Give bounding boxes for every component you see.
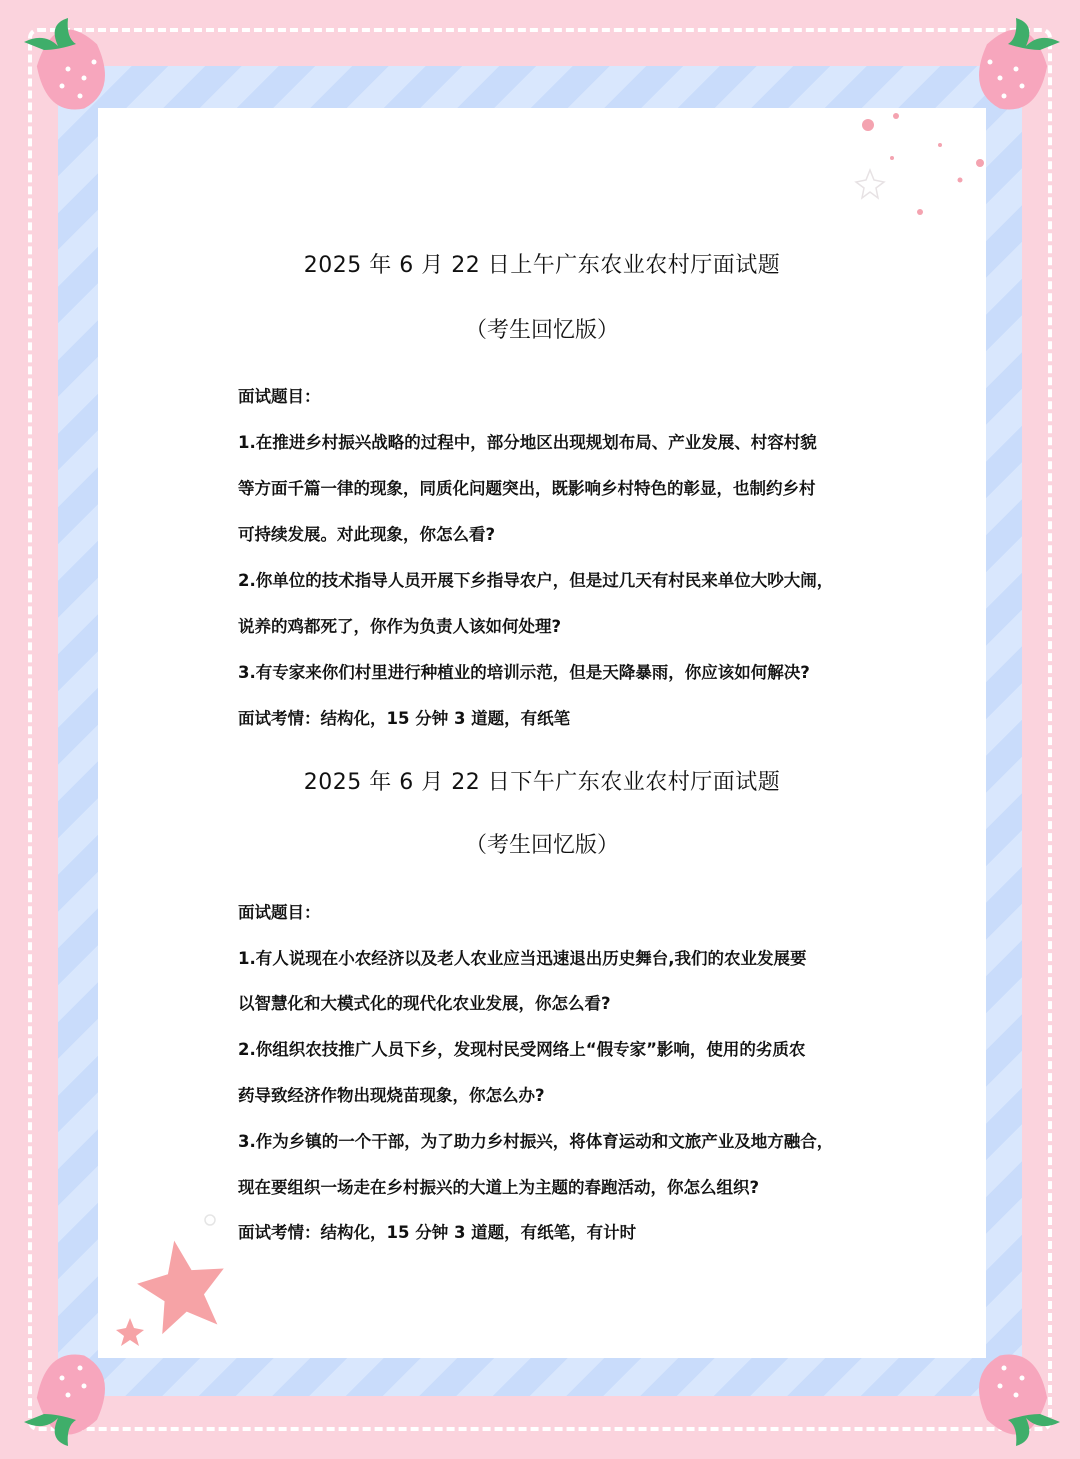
star-icon	[110, 1200, 250, 1360]
section-2-line: 1.有人说现在小农经济以及老人农业应当迅速退出历史舞台,我们的农业发展要	[238, 949, 807, 968]
section-2-heading: 面试题目：	[238, 903, 321, 922]
section-2-line: 现在要组织一场走在乡村振兴的大道上为主题的春跑活动，你怎么组织?	[238, 1178, 760, 1197]
section-2-note: 面试考情：结构化，15 分钟 3 道题，有纸笔，有计时	[238, 1223, 637, 1242]
section-1-line: 说养的鸡都死了，你作为负责人该如何处理?	[238, 617, 562, 636]
strawberry-icon	[966, 1350, 1066, 1450]
section-2-line: 药导致经济作物出现烧苗现象，你怎么办?	[238, 1086, 545, 1105]
section-2-title: 2025 年 6 月 22 日下午广东农业农村厅面试题	[303, 770, 781, 795]
sparkle-dots	[840, 110, 990, 220]
section-1-title: 2025 年 6 月 22 日上午广东农业农村厅面试题	[303, 253, 781, 278]
section-1-subtitle: （考生回忆版）	[464, 318, 619, 343]
section-1-line: 3.有专家来你们村里进行种植业的培训示范，但是天降暴雨，你应该如何解决?	[238, 663, 810, 682]
section-2-line: 3.作为乡镇的一个干部，为了助力乡村振兴，将体育运动和文旅产业及地方融合，	[238, 1132, 834, 1151]
section-1-line: 1.在推进乡村振兴战略的过程中，部分地区出现规划布局、产业发展、村容村貌	[238, 433, 817, 452]
document-page	[98, 108, 986, 1358]
section-2-line: 以智慧化和大模式化的现代化农业发展，你怎么看?	[238, 994, 611, 1013]
strawberry-icon	[18, 14, 118, 114]
section-1-heading: 面试题目：	[238, 387, 321, 406]
strawberry-icon	[18, 1350, 118, 1450]
section-1-line: 2.你单位的技术指导人员开展下乡指导农户，但是过几天有村民来单位大吵大闹，	[238, 571, 834, 590]
section-2-line: 2.你组织农技推广人员下乡，发现村民受网络上“假专家”影响，使用的劣质农	[238, 1040, 806, 1059]
section-2-subtitle: （考生回忆版）	[464, 833, 619, 858]
strawberry-icon	[966, 14, 1066, 114]
section-1-note: 面试考情：结构化，15 分钟 3 道题，有纸笔	[238, 709, 571, 728]
section-1-line: 可持续发展。对此现象，你怎么看?	[238, 525, 496, 544]
section-1-line: 等方面千篇一律的现象，同质化问题突出，既影响乡村特色的彰显，也制约乡村	[238, 479, 816, 498]
